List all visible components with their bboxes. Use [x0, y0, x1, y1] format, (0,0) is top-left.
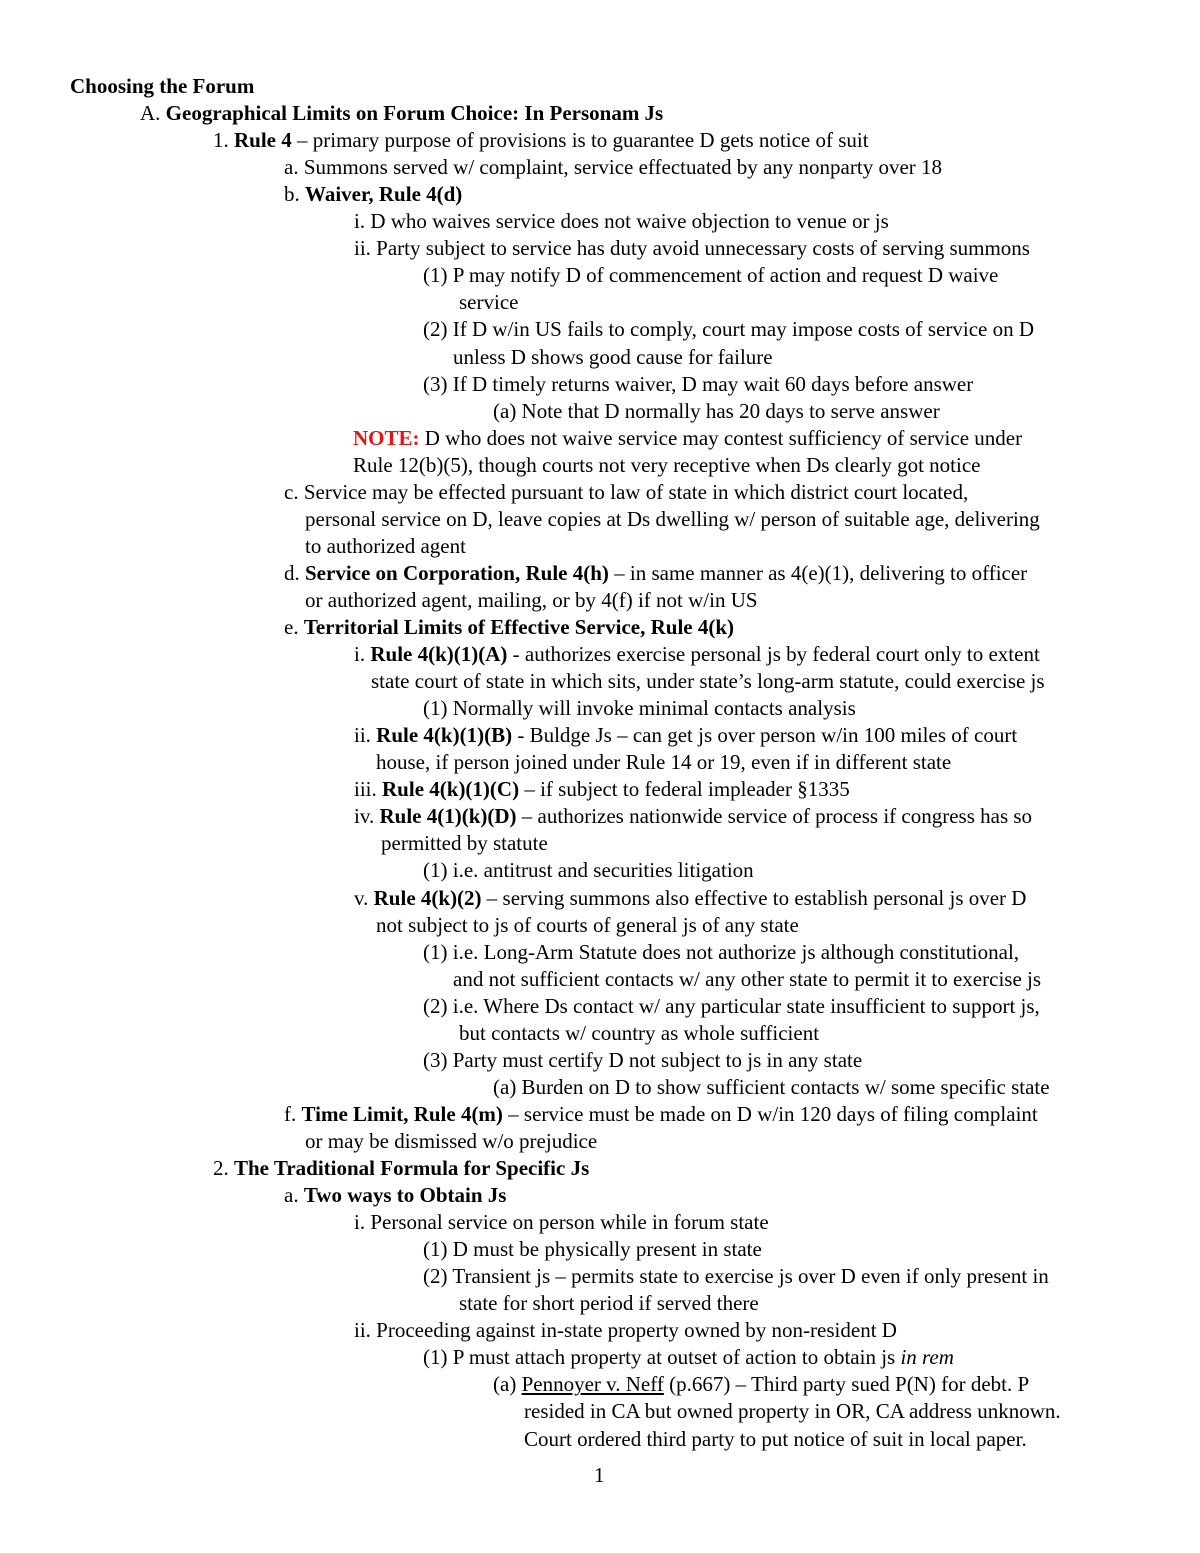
- line-text: to authorized agent: [305, 533, 466, 558]
- outline-line: [376, 912, 799, 939]
- bold-text: Choosing the Forum: [70, 74, 255, 98]
- outline-line: [213, 1155, 589, 1182]
- line-text: and not sufficient contacts w/ any other state to permit it to exercise js: [453, 966, 1042, 991]
- outline-line: [423, 1263, 1049, 1290]
- line-text: ii.: [354, 723, 377, 748]
- line-text: c. Service may be effected pursuant to law of state in which district court located,: [284, 479, 969, 504]
- line-text: i. D who waives service does not waive objection to venue or js: [354, 209, 889, 234]
- line-text: unless D shows good cause for failure: [453, 344, 773, 369]
- line-text: 1.: [213, 128, 234, 153]
- line-text: (a): [493, 1372, 522, 1397]
- line-text: Rule 12(b)(5), though courts not very receptive when Ds clearly got notice: [353, 452, 981, 477]
- line-text: Court ordered third party to put notice of suit in local paper.: [524, 1426, 1027, 1451]
- line-text: (3) Party must certify D not subject to js in any state: [423, 1047, 863, 1072]
- outline-line: [524, 1426, 1027, 1453]
- line-text: (1) i.e. antitrust and securities litigation: [423, 858, 754, 883]
- outline-line: [493, 398, 940, 425]
- line-text: (1) P may notify D of commencement of action and request D waive: [423, 263, 999, 288]
- outline-line: [423, 1236, 762, 1263]
- line-text: or may be dismissed w/o prejudice: [305, 1128, 598, 1153]
- outline-line: [371, 668, 1045, 695]
- outline-line: [353, 425, 1022, 452]
- line-text: e.: [284, 615, 304, 639]
- outline-line: [284, 181, 462, 208]
- line-text: - Buldge Js – can get js over person w/in 100 miles of court: [512, 723, 1018, 748]
- outline-line: [354, 235, 1030, 262]
- outline-line: [305, 587, 758, 614]
- line-text: iv.: [354, 804, 380, 829]
- line-text: D who does not waive service may contest sufficiency of service under: [419, 425, 1023, 450]
- line-text: but contacts w/ country as whole sufficient: [459, 1020, 820, 1045]
- line-text: (p.667) – Third party sued P(N) for debt. P: [663, 1372, 1030, 1397]
- outline-line: [305, 533, 466, 560]
- outline-line: [305, 1128, 597, 1155]
- outline-line: [423, 371, 973, 398]
- outline-line: [284, 154, 942, 181]
- outline-line: [284, 560, 1027, 587]
- outline-line: [353, 452, 980, 479]
- line-text: or authorized agent, mailing, or by 4(f) if not w/in US: [305, 587, 758, 612]
- line-text: ii. Party subject to service has duty avoid unnecessary costs of serving summons: [354, 236, 1030, 261]
- line-text: ii. Proceeding against in-state property owned by non-resident D: [354, 1318, 897, 1343]
- line-text: a. Summons served w/ complaint, service effectuated by any nonparty over 18: [284, 155, 943, 180]
- bold-text: Time Limit, Rule 4(m): [301, 1101, 503, 1126]
- line-text: iii.: [354, 777, 383, 802]
- outline-line: [493, 1371, 1029, 1398]
- outline-line: [459, 289, 518, 316]
- bold-text: Territorial Limits of Effective Service, Rule 4(k): [303, 615, 735, 639]
- line-text: (1) D must be physically present in state: [423, 1237, 762, 1262]
- outline-line: [423, 857, 754, 884]
- line-text: resided in CA but owned property in OR, CA address unknown.: [524, 1399, 1061, 1424]
- line-text: (a) Burden on D to show sufficient contacts w/ some specific state: [493, 1074, 1050, 1099]
- line-text: (1) P must attach property at outset of action to obtain js: [423, 1345, 901, 1370]
- bold-text: Service on Corporation, Rule 4(h): [305, 560, 609, 585]
- line-text: - authorizes exercise personal js by federal court only to extent: [507, 642, 1040, 667]
- outline-line: [524, 1398, 1061, 1425]
- line-text: i. Personal service on person while in forum state: [354, 1210, 769, 1235]
- line-text: – serving summons also effective to establish personal js over D: [481, 885, 1027, 910]
- page-number: 1: [594, 1463, 605, 1487]
- outline-line: [354, 1209, 769, 1236]
- line-text: v.: [354, 885, 374, 910]
- outline-line: [284, 1101, 1038, 1128]
- outline-line: [354, 885, 1026, 912]
- bold-text: The Traditional Formula for Specific Js: [234, 1156, 590, 1180]
- line-text: – in same manner as 4(e)(1), delivering to officer: [608, 560, 1028, 585]
- outline-line: [423, 695, 856, 722]
- case-name: Pennoyer v. Neff: [521, 1372, 664, 1397]
- line-text: d.: [284, 560, 305, 585]
- line-text: state court of state in which sits, under state’s long-arm statute, could exercise js: [371, 669, 1045, 694]
- bold-text: Rule 4(k)(2): [373, 885, 482, 910]
- line-text: (2) Transient js – permits state to exercise js over D even if only present in: [423, 1264, 1049, 1289]
- outline-line: [354, 776, 850, 803]
- outline-line: [423, 316, 1034, 343]
- line-text: service: [459, 290, 519, 315]
- outline-line: [284, 1182, 506, 1209]
- outline-line: [423, 993, 1040, 1020]
- outline-line: [70, 73, 254, 100]
- bold-text: Geographical Limits on Forum Choice: In Personam Js: [165, 101, 664, 126]
- outline-line: [493, 1074, 1050, 1101]
- line-text: house, if person joined under Rule 14 or 19, even if in different state: [376, 750, 952, 775]
- line-text: – service must be made on D w/in 120 days of filing complaint: [502, 1101, 1038, 1126]
- bold-text: Rule 4(k)(1)(A): [370, 642, 508, 667]
- outline-line: [354, 803, 1032, 830]
- line-text: (1) i.e. Long-Arm Statute does not authorize js although constitutional,: [423, 939, 1020, 964]
- outline-line: [354, 641, 1040, 668]
- line-text: (a) Note that D normally has 20 days to serve answer: [493, 398, 940, 423]
- outline-line: [423, 939, 1019, 966]
- line-text: (2) i.e. Where Ds contact w/ any particular state insufficient to support js,: [423, 993, 1040, 1018]
- line-text: (1) Normally will invoke minimal contacts analysis: [423, 696, 856, 721]
- outline-line: [305, 506, 1040, 533]
- line-text: a.: [284, 1183, 304, 1208]
- bold-text: Waiver, Rule 4(d): [305, 182, 463, 207]
- line-text: b.: [284, 182, 305, 207]
- line-text: personal service on D, leave copies at Ds dwelling w/ person of suitable age, delivering: [305, 506, 1040, 531]
- line-text: – primary purpose of provisions is to guarantee D gets notice of suit: [291, 128, 869, 153]
- line-text: – if subject to federal impleader §1335: [519, 777, 850, 802]
- outline-line: [376, 749, 951, 776]
- outline-line: [423, 262, 998, 289]
- outline-line: [453, 344, 773, 371]
- outline-line: [423, 1344, 954, 1371]
- outline-line: [459, 1290, 759, 1317]
- line-text: i.: [354, 642, 371, 667]
- bold-text: Two ways to Obtain Js: [303, 1183, 507, 1208]
- bold-text: Rule 4(k)(1)(C): [382, 777, 520, 802]
- bold-text: Rule 4(1)(k)(D): [379, 804, 517, 829]
- line-text: 2.: [213, 1156, 234, 1180]
- outline-line: [140, 100, 663, 127]
- outline-line: [213, 127, 869, 154]
- line-text: not subject to js of courts of general js of any state: [376, 912, 799, 937]
- outline-line: [354, 722, 1017, 749]
- outline-line: [381, 830, 548, 857]
- outline-line: [459, 1020, 819, 1047]
- outline-line: [284, 614, 734, 641]
- outline-line: [453, 966, 1041, 993]
- outline-line: [354, 1317, 897, 1344]
- line-text: state for short period if served there: [459, 1291, 759, 1316]
- note-label: NOTE:: [353, 425, 420, 450]
- line-text: (2) If D w/in US fails to comply, court may impose costs of service on D: [423, 317, 1035, 342]
- line-text: permitted by statute: [381, 831, 548, 856]
- line-text: (3) If D timely returns waiver, D may wait 60 days before answer: [423, 371, 974, 396]
- bold-text: Rule 4: [234, 128, 292, 153]
- line-text: A.: [140, 101, 166, 126]
- bold-text: Rule 4(k)(1)(B): [376, 723, 513, 748]
- outline-line: [284, 479, 968, 506]
- line-text: – authorizes nationwide service of process if congress has so: [516, 804, 1033, 829]
- outline-line: [423, 1047, 862, 1074]
- italic-text: in rem: [900, 1345, 954, 1370]
- line-text: f.: [284, 1101, 302, 1126]
- outline-line: [354, 208, 889, 235]
